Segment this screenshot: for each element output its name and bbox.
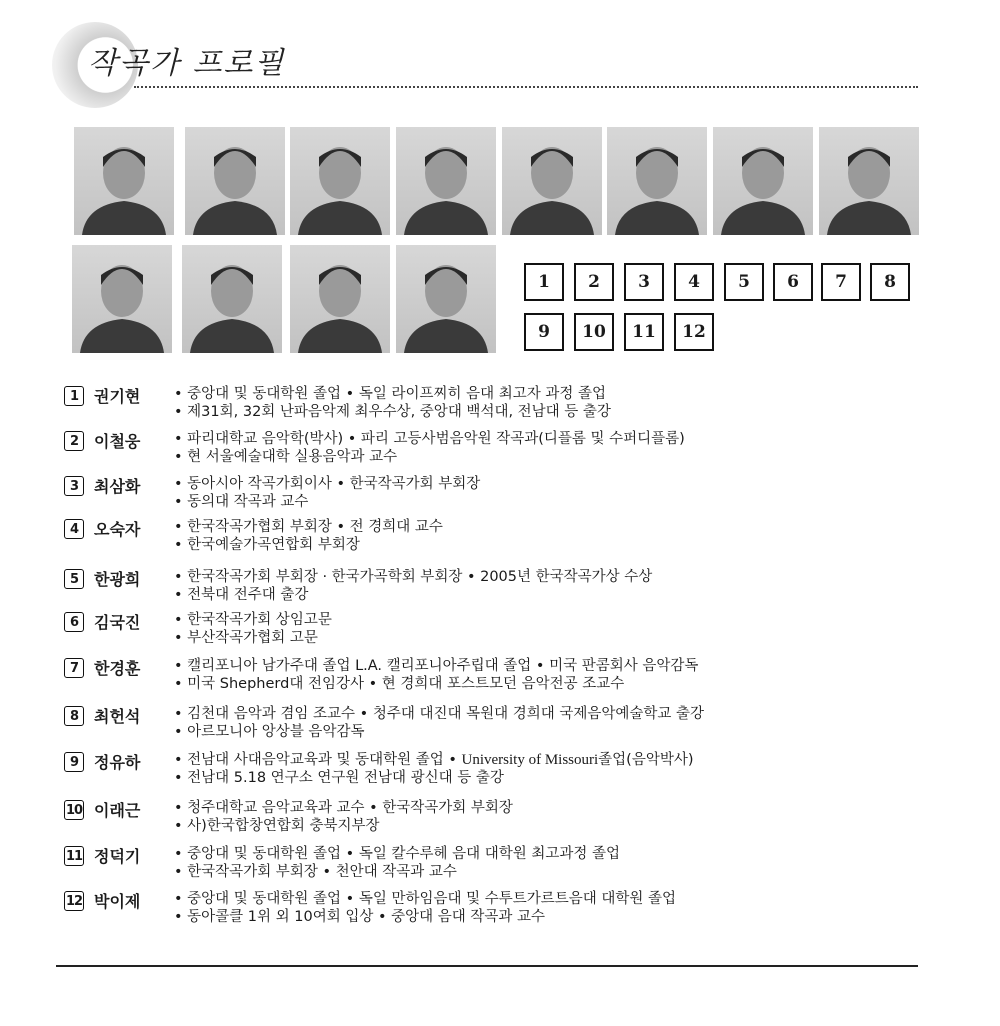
composer-name: 한광희 <box>94 570 141 589</box>
number-key-box-5: 5 <box>724 263 764 301</box>
composer-photo-4 <box>396 127 496 235</box>
composer-photo-6 <box>607 127 707 235</box>
profile-number-badge: 4 <box>64 519 84 539</box>
number-key-box-4: 4 <box>674 263 714 301</box>
detail-line: • 중앙대 및 동대학원 졸업 • 독일 칼수루헤 음대 대학원 최고과정 졸업 <box>174 846 620 862</box>
detail-line: • 전북대 전주대 출강 <box>174 587 309 603</box>
detail-line <box>174 751 694 769</box>
number-key-box-6: 6 <box>773 263 813 301</box>
detail-line: • 아르모니아 앙상블 음악감독 <box>174 724 365 740</box>
bottom-rule <box>56 965 918 967</box>
profile-number-badge: 9 <box>64 752 84 772</box>
composer-name: 정덕기 <box>94 847 141 866</box>
detail-line: • 동아시아 작곡가회이사 • 한국작곡가회 부회장 <box>174 476 481 492</box>
profile-details <box>174 705 704 741</box>
composer-photo-12 <box>396 245 496 353</box>
portrait-silhouette-icon <box>182 245 282 353</box>
composer-photo-7 <box>713 127 813 235</box>
portrait-silhouette-icon <box>290 127 390 235</box>
detail-line: • 한국작곡가회 부회장 · 한국가곡학회 부회장 • 2005년 한국작곡가상 수상 <box>174 569 653 585</box>
detail-text: 졸업(음악박사) <box>598 752 694 768</box>
detail-line: • 부산작곡가협회 고문 <box>174 630 318 646</box>
composer-photo-8 <box>819 127 919 235</box>
profile-details <box>174 890 676 926</box>
profile-details <box>174 845 620 881</box>
detail-line: • 김천대 음악과 겸임 조교수 • 청주대 대진대 목원대 경희대 국제음악예술학교 출강 <box>174 706 705 722</box>
profile-details <box>174 751 694 787</box>
composer-name: 이래근 <box>94 801 141 820</box>
profile-details <box>174 568 652 604</box>
portrait-silhouette-icon <box>396 245 496 353</box>
detail-line: • 캘리포니아 남가주대 졸업 L.A. 캘리포니아주립대 졸업 • 미국 판콤회사 음악감독 <box>174 658 699 674</box>
detail-line: • 미국 Shepherd대 전임강사 • 현 경희대 포스트모던 음악전공 조교수 <box>174 676 625 692</box>
profile-number-badge: 3 <box>64 476 84 496</box>
number-key-box-8: 8 <box>870 263 910 301</box>
detail-line: • 제31회, 32회 난파음악제 최우수상, 중앙대 백석대, 전남대 등 출강 <box>174 404 611 420</box>
profile-number-badge: 1 <box>64 386 84 406</box>
composer-photo-5 <box>502 127 602 235</box>
portrait-silhouette-icon <box>396 127 496 235</box>
number-key-box-3: 3 <box>624 263 664 301</box>
detail-line: • 동의대 작곡과 교수 <box>174 494 309 510</box>
detail-line: • 한국작곡가협회 부회장 • 전 경희대 교수 <box>174 519 443 535</box>
composer-name: 한경훈 <box>94 659 141 678</box>
composer-photo-3 <box>290 127 390 235</box>
number-key-box-2: 2 <box>574 263 614 301</box>
profile-details <box>174 475 480 511</box>
portrait-silhouette-icon <box>713 127 813 235</box>
composer-name: 박이제 <box>94 892 141 911</box>
portrait-silhouette-icon <box>607 127 707 235</box>
profile-details <box>174 430 685 466</box>
number-key-box-9: 9 <box>524 313 564 351</box>
profile-number-badge: 5 <box>64 569 84 589</box>
profile-details <box>174 611 332 647</box>
number-key-box-7: 7 <box>821 263 861 301</box>
profile-number-badge: 11 <box>64 846 84 866</box>
detail-line: • 현 서울예술대학 실용음악과 교수 <box>174 449 398 465</box>
detail-line: • 전남대 5.18 연구소 연구원 전남대 광신대 등 출강 <box>174 770 504 786</box>
detail-line: • 파리대학교 음악학(박사) • 파리 고등사범음악원 작곡과(디플롬 및 수퍼디플롬) <box>174 431 685 447</box>
composer-photo-2 <box>185 127 285 235</box>
number-key-box-11: 11 <box>624 313 664 351</box>
composer-photo-1 <box>74 127 174 235</box>
composer-photo-10 <box>182 245 282 353</box>
composer-photo-9 <box>72 245 172 353</box>
detail-line: • 한국예술가곡연합회 부회장 <box>174 537 360 553</box>
profile-number-badge: 8 <box>64 706 84 726</box>
detail-line: • 한국작곡가회 부회장 • 천안대 작곡과 교수 <box>174 864 457 880</box>
profile-details <box>174 657 698 693</box>
page-title: 작곡가 프로필 <box>88 46 286 81</box>
profile-details <box>174 518 443 554</box>
portrait-silhouette-icon <box>185 127 285 235</box>
profile-number-badge: 12 <box>64 891 84 911</box>
composer-name: 김국진 <box>94 613 141 632</box>
portrait-silhouette-icon <box>74 127 174 235</box>
number-key-box-12: 12 <box>674 313 714 351</box>
profile-number-badge: 7 <box>64 658 84 678</box>
composer-name: 정유하 <box>94 753 141 772</box>
composer-name: 최삼화 <box>94 477 141 496</box>
portrait-silhouette-icon <box>502 127 602 235</box>
english-university-name: University of Missouri <box>461 752 599 768</box>
profile-number-badge: 10 <box>64 800 84 820</box>
composer-name: 오숙자 <box>94 520 141 539</box>
composer-name: 이철웅 <box>94 432 141 451</box>
profile-number-badge: 6 <box>64 612 84 632</box>
portrait-silhouette-icon <box>290 245 390 353</box>
number-key-box-10: 10 <box>574 313 614 351</box>
profile-details <box>174 385 611 421</box>
detail-line: • 사)한국합창연합회 충북지부장 <box>174 818 380 834</box>
number-key-box-1: 1 <box>524 263 564 301</box>
portrait-silhouette-icon <box>819 127 919 235</box>
profile-number-badge: 2 <box>64 431 84 451</box>
title-dotted-rule <box>134 86 918 88</box>
detail-line: • 중앙대 및 동대학원 졸업 • 독일 만하임음대 및 수투트가르트음대 대학원 졸업 <box>174 891 677 907</box>
portrait-silhouette-icon <box>72 245 172 353</box>
composer-name: 권기현 <box>94 387 141 406</box>
profile-details <box>174 799 513 835</box>
detail-line: • 한국작곡가회 상임고문 <box>174 612 332 628</box>
detail-line: • 중앙대 및 동대학원 졸업 • 독일 라이프찌히 음대 최고자 과정 졸업 <box>174 386 606 402</box>
detail-line: • 청주대학교 음악교육과 교수 • 한국작곡가회 부회장 <box>174 800 513 816</box>
composer-photo-11 <box>290 245 390 353</box>
composer-name: 최헌석 <box>94 707 141 726</box>
detail-line: • 동아콜클 1위 외 10여회 입상 • 중앙대 음대 작곡과 교수 <box>174 909 546 925</box>
detail-text: • 전남대 사대음악교육과 및 동대학원 졸업 • <box>174 752 457 768</box>
